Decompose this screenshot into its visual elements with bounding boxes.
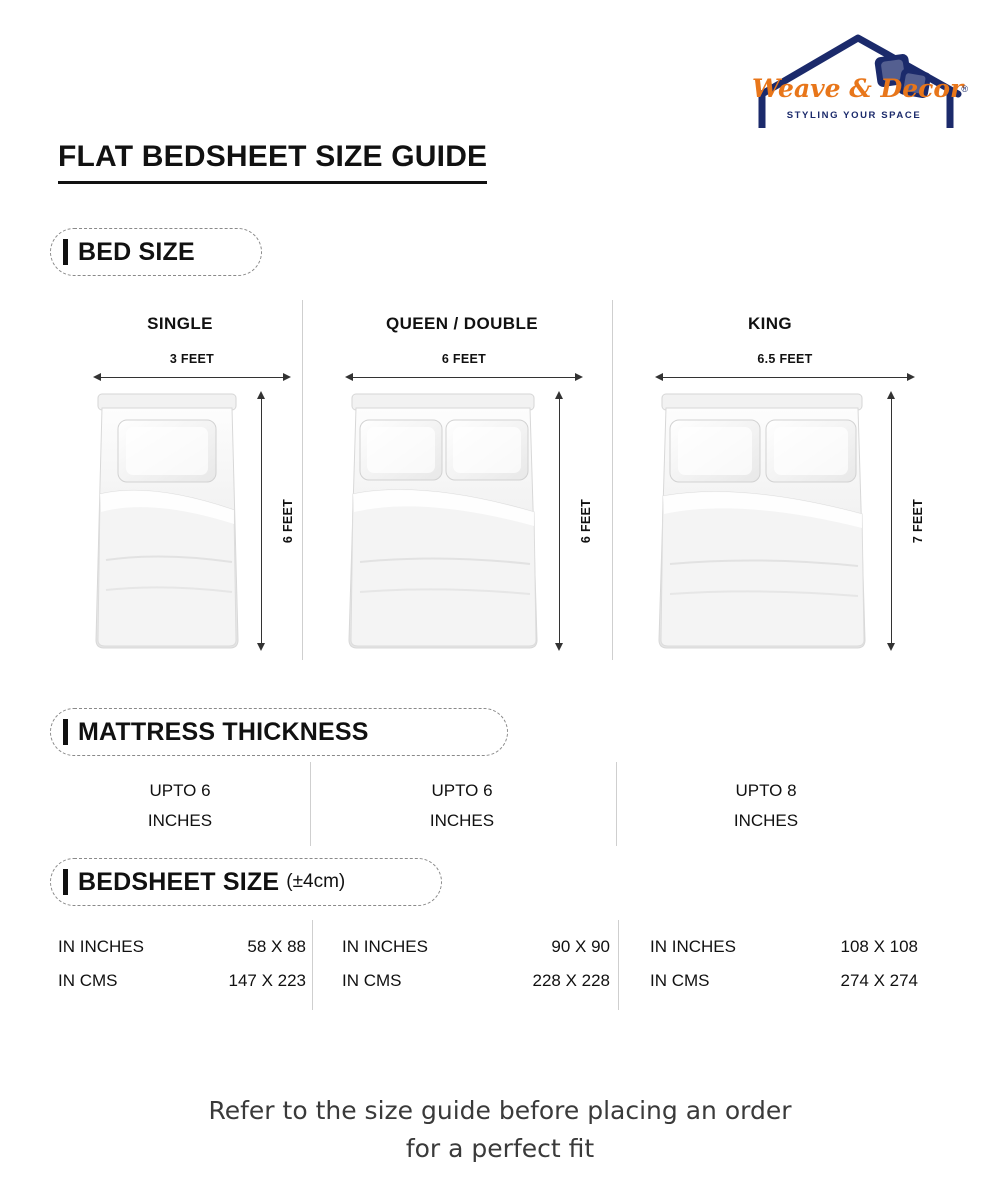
mattress-thickness-single — [60, 776, 300, 836]
width-label: 6 FEET — [441, 352, 487, 366]
bedsheet-size-queen — [342, 930, 610, 998]
width-arrow-line — [352, 377, 576, 378]
section-mattress-thickness-label: MATTRESS THICKNESS — [78, 717, 369, 746]
width-dimension — [654, 352, 916, 386]
brand-name: Weave & Decor — [752, 74, 964, 103]
height-arrow-line — [559, 398, 560, 644]
column-divider — [612, 300, 613, 660]
size-row — [342, 964, 610, 998]
section-accent-bar — [63, 719, 68, 745]
column-divider — [616, 762, 617, 846]
size-value: 108 X 108 — [840, 937, 918, 956]
size-row — [342, 930, 610, 964]
column-title-queen: QUEEN / DOUBLE — [385, 314, 538, 333]
bed-graphic-single — [92, 390, 242, 652]
footer-line-2: for a perfect fit — [405, 1134, 595, 1163]
section-bedsheet-size-note: (±4cm) — [286, 871, 346, 892]
footer-line-1: Refer to the size guide before placing an order — [208, 1096, 792, 1125]
bed-illustration-single — [92, 352, 296, 652]
height-arrow-line — [261, 398, 262, 644]
section-bed-size-label: BED SIZE — [78, 237, 195, 266]
width-arrow-line — [662, 377, 908, 378]
height-dimension — [882, 390, 926, 652]
size-row — [650, 930, 918, 964]
column-divider — [618, 920, 619, 1010]
footer-note — [0, 1092, 1000, 1168]
size-value: 58 X 88 — [247, 937, 306, 956]
width-label: 3 FEET — [169, 352, 215, 366]
width-dimension — [344, 352, 584, 386]
registered-mark: ® — [961, 84, 968, 94]
brand-tagline: STYLING YOUR SPACE — [786, 110, 922, 121]
column-title-single: SINGLE — [147, 314, 213, 333]
width-label: 6.5 FEET — [757, 352, 813, 366]
size-value: 147 X 223 — [228, 971, 306, 990]
section-accent-bar — [63, 869, 68, 895]
mattress-thickness-queen — [316, 776, 608, 836]
size-value: 90 X 90 — [551, 937, 610, 956]
bed-graphic-queen — [344, 390, 542, 652]
mattress-thickness-line2: INCHES — [429, 811, 495, 830]
size-row — [650, 964, 918, 998]
column-divider — [310, 762, 311, 846]
section-mattress-thickness — [50, 708, 508, 756]
height-label: 6 FEET — [579, 498, 594, 544]
size-value: 228 X 228 — [532, 971, 610, 990]
size-unit-label: IN CMS — [342, 971, 402, 990]
size-unit-label: IN INCHES — [650, 937, 736, 956]
width-dimension — [92, 352, 292, 386]
mattress-thickness-line2: INCHES — [733, 811, 799, 830]
brand-logo — [752, 26, 968, 130]
height-label: 7 FEET — [911, 498, 926, 544]
mattress-thickness-line1: UPTO 6 — [149, 781, 211, 800]
column-title-king: KING — [747, 314, 793, 333]
size-row — [58, 964, 306, 998]
bed-illustration-queen — [344, 352, 594, 652]
mattress-thickness-line1: UPTO 8 — [735, 781, 797, 800]
section-bedsheet-size-label: BEDSHEET SIZE — [78, 867, 280, 896]
bedsheet-size-single — [58, 930, 306, 998]
column-divider — [302, 300, 303, 660]
height-dimension — [252, 390, 296, 652]
bed-illustration-king — [654, 352, 926, 652]
size-unit-label: IN INCHES — [342, 937, 428, 956]
height-arrow-line — [891, 398, 892, 644]
section-bed-size — [50, 228, 262, 276]
size-unit-label: IN CMS — [650, 971, 710, 990]
section-accent-bar — [63, 239, 68, 265]
size-value: 274 X 274 — [840, 971, 918, 990]
mattress-thickness-line1: UPTO 6 — [431, 781, 493, 800]
bedsheet-size-king — [650, 930, 918, 998]
height-dimension — [550, 390, 594, 652]
width-arrow-line — [100, 377, 284, 378]
mattress-thickness-king — [620, 776, 912, 836]
height-label: 6 FEET — [281, 498, 296, 544]
size-row — [58, 930, 306, 964]
section-bedsheet-size — [50, 858, 442, 906]
size-unit-label: IN INCHES — [58, 937, 144, 956]
size-unit-label: IN CMS — [58, 971, 118, 990]
mattress-thickness-line2: INCHES — [147, 811, 213, 830]
column-divider — [312, 920, 313, 1010]
bed-graphic-king — [654, 390, 870, 652]
page-title: FLAT BEDSHEET SIZE GUIDE — [58, 140, 487, 184]
